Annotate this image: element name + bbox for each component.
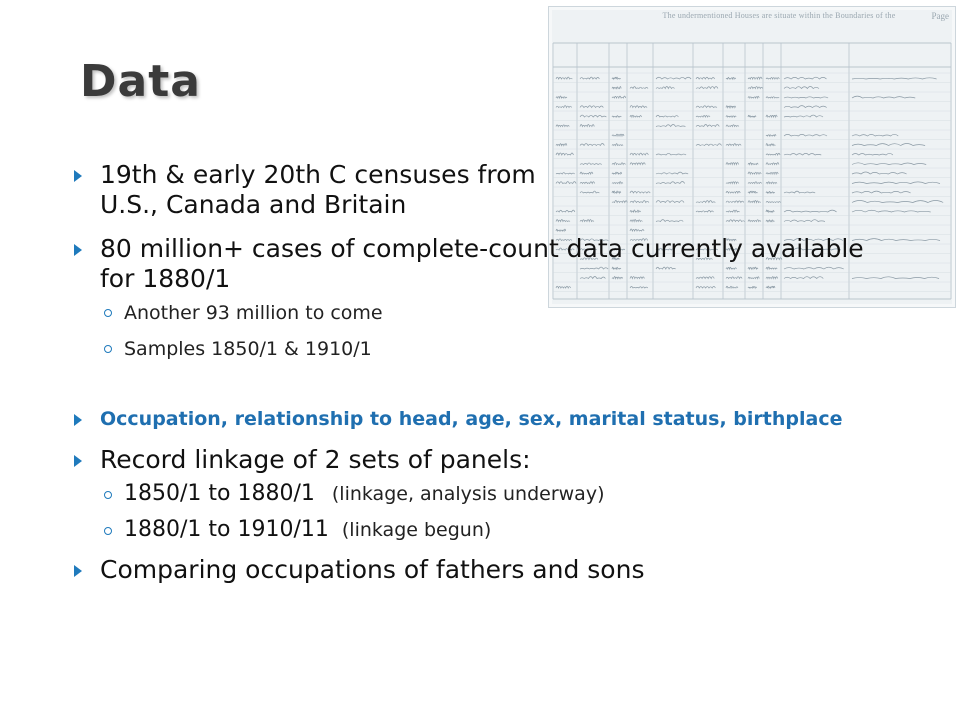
linkage-note: (linkage, analysis underway) xyxy=(331,483,605,505)
bullet-arrow-icon xyxy=(74,414,82,426)
bullet-arrow-icon xyxy=(74,565,82,577)
bullet-complete-count xyxy=(74,234,874,294)
ring-bullet-icon xyxy=(104,345,112,353)
bullet-arrow-icon xyxy=(74,455,82,467)
census-header-text: The undermentioned Houses are situate within the Boundaries of the xyxy=(662,11,896,20)
sub-bullet-linkage-2 xyxy=(74,515,874,545)
sub-bullet-text: Another 93 million to come xyxy=(124,302,383,324)
bullet-variables xyxy=(74,408,860,431)
ring-bullet-icon xyxy=(104,527,112,535)
linkage-main: 1880/1 to 1910/11 xyxy=(124,517,329,542)
sub-bullet-text: Samples 1850/1 & 1910/1 xyxy=(124,338,372,360)
bullet-censuses xyxy=(74,160,600,220)
bullet-record-linkage xyxy=(74,445,874,475)
sub-bullet-linkage-1 xyxy=(74,479,874,509)
bullet-text: 19th & early 20th C censuses from U.S., Canada and Britain xyxy=(100,160,536,219)
bullet-text: Comparing occupations of fathers and sons xyxy=(100,555,645,584)
slide-content xyxy=(74,160,874,585)
sub-bullet-another xyxy=(74,300,874,326)
bullet-arrow-icon xyxy=(74,170,82,182)
slide-title: Data xyxy=(80,56,201,107)
bullet-arrow-icon xyxy=(74,244,82,256)
bullet-text: Occupation, relationship to head, age, sex, marital status, birthplace xyxy=(100,408,843,430)
ring-bullet-icon xyxy=(104,309,112,317)
sub-bullet-samples xyxy=(74,336,874,362)
bullet-text: Record linkage of 2 sets of panels: xyxy=(100,445,531,474)
bullet-comparing xyxy=(74,555,874,585)
census-page-label: Page xyxy=(931,11,949,21)
ring-bullet-icon xyxy=(104,491,112,499)
linkage-main: 1850/1 to 1880/1 xyxy=(124,481,315,506)
bullet-text: 80 million+ cases of complete-count data currently available for 1880/1 xyxy=(100,234,864,293)
linkage-note: (linkage begun) xyxy=(341,519,492,541)
